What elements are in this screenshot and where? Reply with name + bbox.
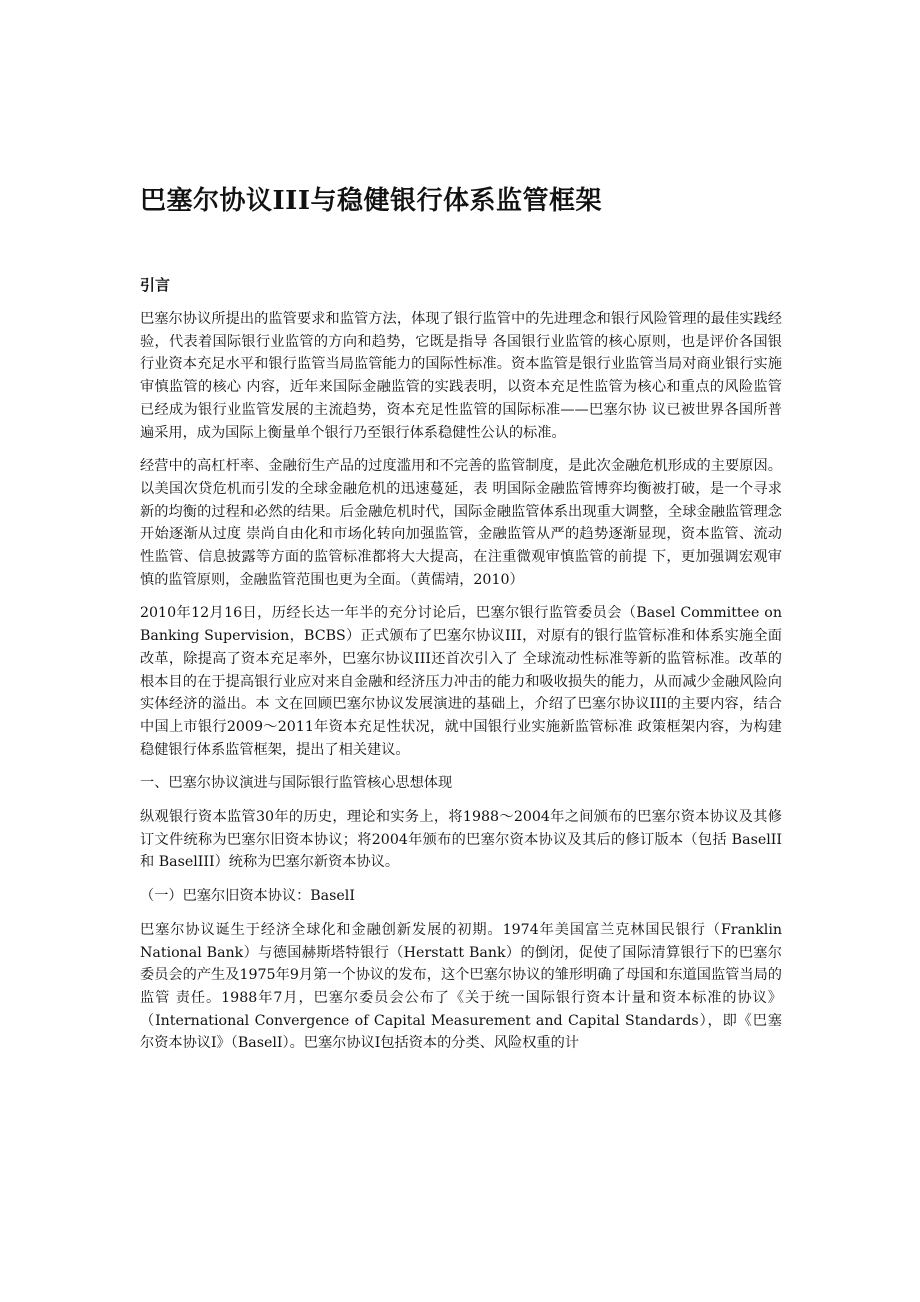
paragraph-intro-1: 巴塞尔协议所提出的监管要求和监管方法，体现了银行监管中的先进理念和银行风险管理的最佳实践经验，代表着国际银行业监管的方向和趋势，它既是指导 各国银行业监管的核心原则，也是评价各国银行业资本充足水平和银行监管当局监管能力的国际性标准。资本监管是银行业监管当局对商业银行实施审慎监管的核心 内容，近年来国际金融监管的实践表明，以资本充足性监管为核心和重点的风险监管已经成为银行业监管发展的主流趋势，资本充足性监管的国际标准——巴塞尔协 议已被世界各国所普遍采用，成为国际上衡量单个银行乃至银行体系稳健性公认的标准。 xyxy=(140,311,782,441)
paragraph-subsection-1: 巴塞尔协议诞生于经济全球化和金融创新发展的初期。1974年美国富兰克林国民银行（Franklin National Bank）与德国赫斯塔特银行（Herstatt Bank）的倒闭，促使了国际清算银行下的巴塞尔委员会的产生及1975年9月第一个协议的发布，这个巴塞尔协议的雏形明确了母国和东道国监管当局的监管 责任。1988年7月，巴塞尔委员会公布了《关于统一国际银行资本计量和资本标准的协议》（International Convergence of Capital Measurement and Capital Standards），即《巴塞尔资本协议I》（BaselI）。巴塞尔协议I包括资本的分类、风险权重的计 xyxy=(140,921,782,1052)
paragraph-intro-3: 2010年12月16日，历经长达一年半的充分讨论后，巴塞尔银行监管委员会（Basel Committee on Banking Supervision，BCBS）正式颁布了巴塞尔协议III，对原有的银行监管标准和体系实施全面改革，除提高了资本充足率外，巴塞尔协议III还首次引入了 全球流动性标准等新的监管标准。改革的根本目的在于提高银行业应对来自金融和经济压力冲击的能力和吸收损失的能力，从而减少金融风险向实体经济的溢出。本 文在回顾巴塞尔协议发展演进的基础上，介绍了巴塞尔协议III的主要内容，结合中国上市银行2009～2011年资本充足性状况，就中国银行业实施新监管标准 政策框架内容，为构建稳健银行体系监管框架，提出了相关建议。 xyxy=(140,605,782,758)
paragraph-intro-2: 经营中的高杠杆率、金融衍生产品的过度滥用和不完善的监管制度，是此次金融危机形成的主要原因。以美国次贷危机而引发的全球金融危机的迅速蔓延，表 明国际金融监管博弈均衡被打破，是一个寻求新的均衡的过程和必然的结果。后金融危机时代，国际金融监管体系出现重大调整，全球金融监管理念开始逐渐从过度 崇尚自由化和市场化转向加强监管，金融监管从严的趋势逐渐显现，资本监管、流动性监管、信息披露等方面的监管标准都将大大提高，在注重微观审慎监管的前提 下，更加强调宏观审慎的监管原则，金融监管范围也更为全面。（黄儒靖，2010） xyxy=(140,458,782,588)
subsection-heading-1: （一）巴塞尔旧资本协议：BaselI xyxy=(140,888,355,905)
paragraph-section-1: 纵观银行资本监管30年的历史，理论和实务上，将1988～2004年之间颁布的巴塞尔资本协议及其修订文件统称为巴塞尔旧资本协议；将2004年颁布的巴塞尔资本协议及其后的修订版本（包括 BaselII和 BaselIII）统称为巴塞尔新资本协议。 xyxy=(140,809,782,871)
section-heading-intro: 引言 xyxy=(140,276,171,294)
document-body xyxy=(140,308,782,1066)
section-heading-1: 一、巴塞尔协议演进与国际银行监管核心思想体现 xyxy=(140,775,453,792)
document-title: 巴塞尔协议III与稳健银行体系监管框架 xyxy=(140,186,602,216)
